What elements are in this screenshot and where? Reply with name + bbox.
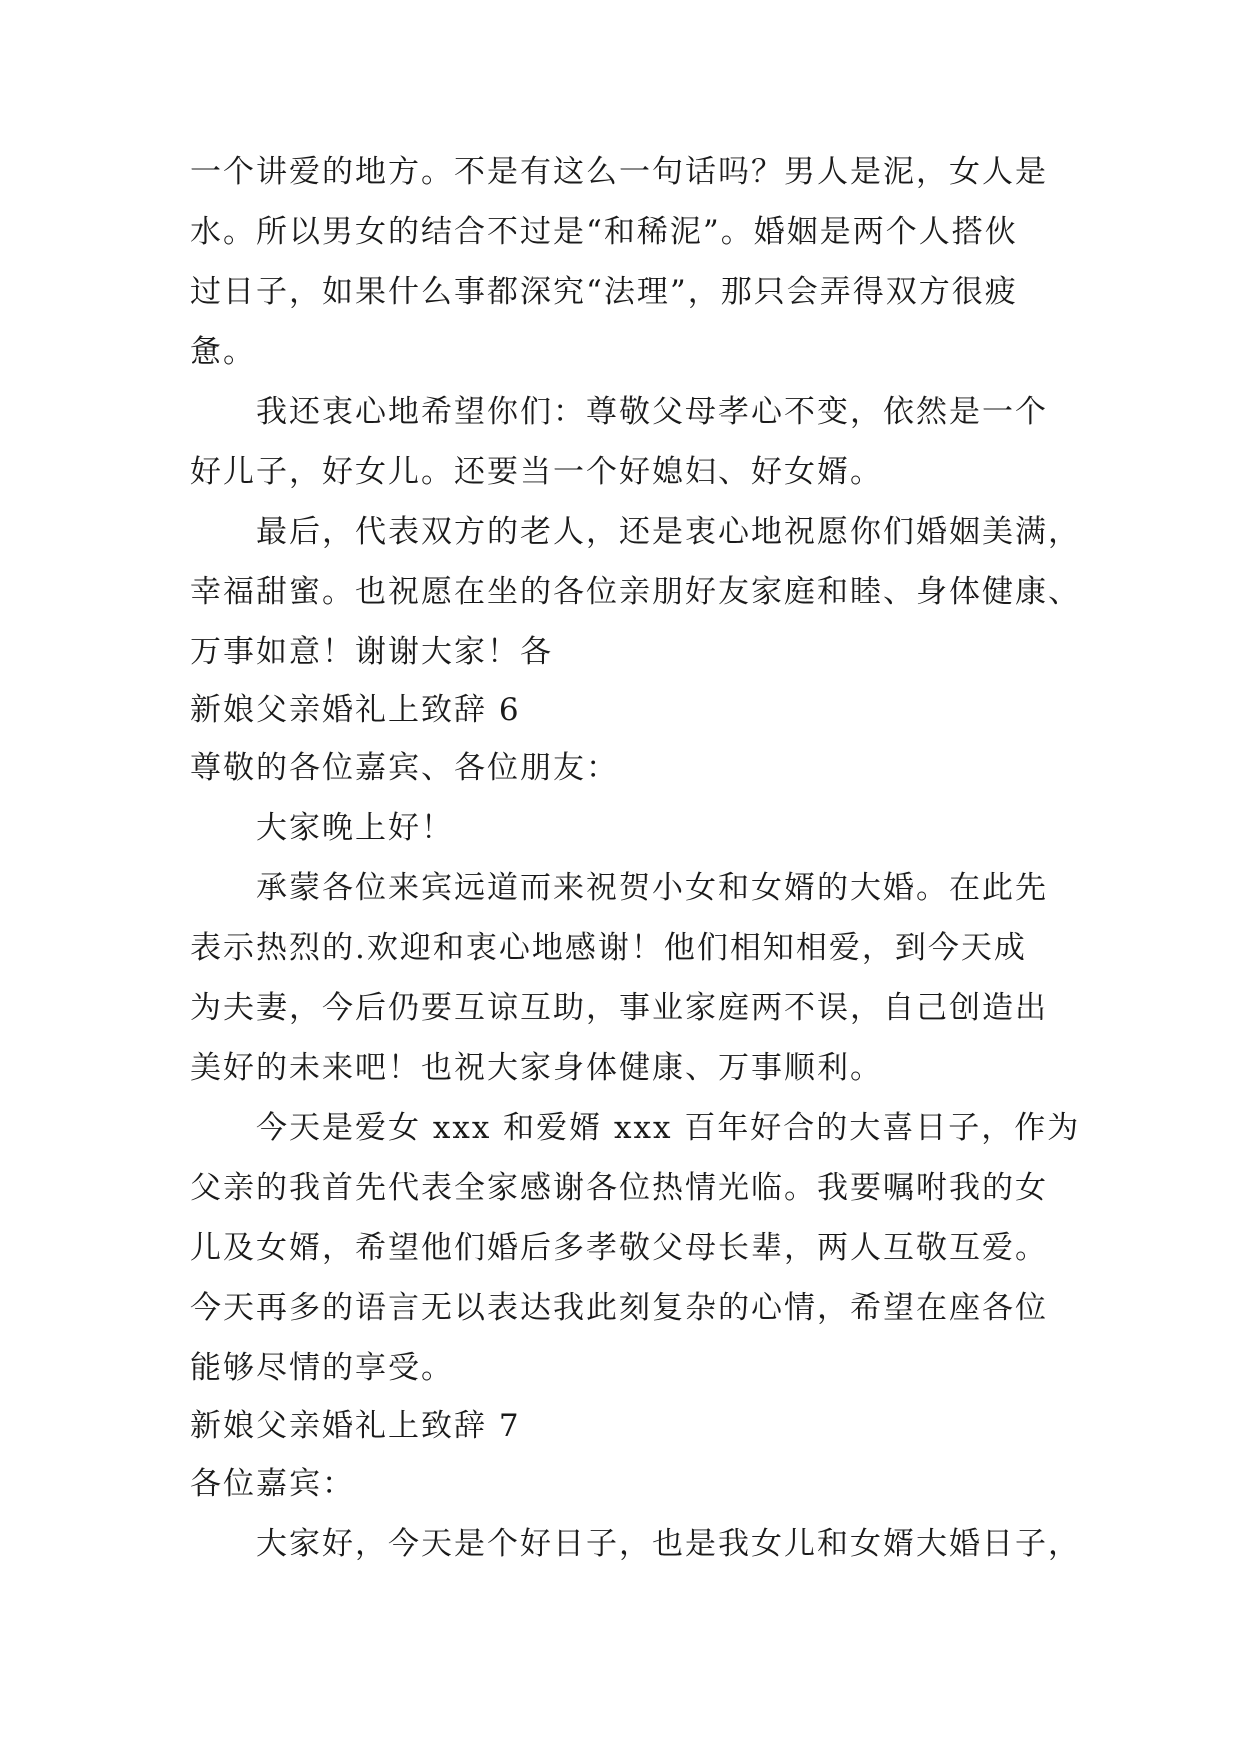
text-line: 表示热烈的.欢迎和衷心地感谢！他们相知相爱，到今天成 [190,930,1027,966]
text-line: 为夫妻，今后仍要互谅互助，事业家庭两不误，自己创造出 [190,990,1048,1026]
text-line: 最后，代表双方的老人，还是衷心地祝愿你们婚姻美满， [256,514,1081,550]
text-line: 儿及女婿，希望他们婚后多孝敬父母长辈，两人互敬互爱。 [190,1230,1048,1266]
text-line: 水。所以男女的结合不过是“和稀泥”。婚姻是两个人搭伙 [190,214,1018,250]
text-line: 惫。 [190,334,256,370]
salutation: 各位嘉宾： [190,1466,355,1502]
section-heading: 新娘父亲婚礼上致辞 6 [190,692,521,728]
text-line: 大家晚上好！ [256,810,454,846]
text-line: 能够尽情的享受。 [190,1350,454,1386]
text-line: 今天再多的语言无以表达我此刻复杂的心情，希望在座各位 [190,1290,1048,1326]
text-line: 好儿子，好女儿。还要当一个好媳妇、好女婿。 [190,454,883,490]
text-line: 过日子，如果什么事都深究“法理”，那只会弄得双方很疲 [190,274,1018,310]
text-line: 幸福甜蜜。也祝愿在坐的各位亲朋好友家庭和睦、身体健康、 [190,574,1081,610]
salutation: 尊敬的各位嘉宾、各位朋友： [190,750,619,786]
text-line: 我还衷心地希望你们：尊敬父母孝心不变，依然是一个 [256,394,1048,430]
text-line: 父亲的我首先代表全家感谢各位热情光临。我要嘱咐我的女 [190,1170,1048,1206]
text-line: 今天是爱女 xxx 和爱婿 xxx 百年好合的大喜日子，作为 [256,1110,1081,1146]
text-line: 承蒙各位来宾远道而来祝贺小女和女婿的大婚。在此先 [256,870,1048,906]
text-line: 一个讲爱的地方。不是有这么一句话吗？男人是泥，女人是 [190,154,1048,190]
text-line: 大家好，今天是个好日子，也是我女儿和女婿大婚日子， [256,1526,1081,1562]
text-line: 万事如意！谢谢大家！各 [190,634,553,670]
text-line: 美好的未来吧！也祝大家身体健康、万事顺利。 [190,1050,883,1086]
section-heading: 新娘父亲婚礼上致辞 7 [190,1408,521,1444]
